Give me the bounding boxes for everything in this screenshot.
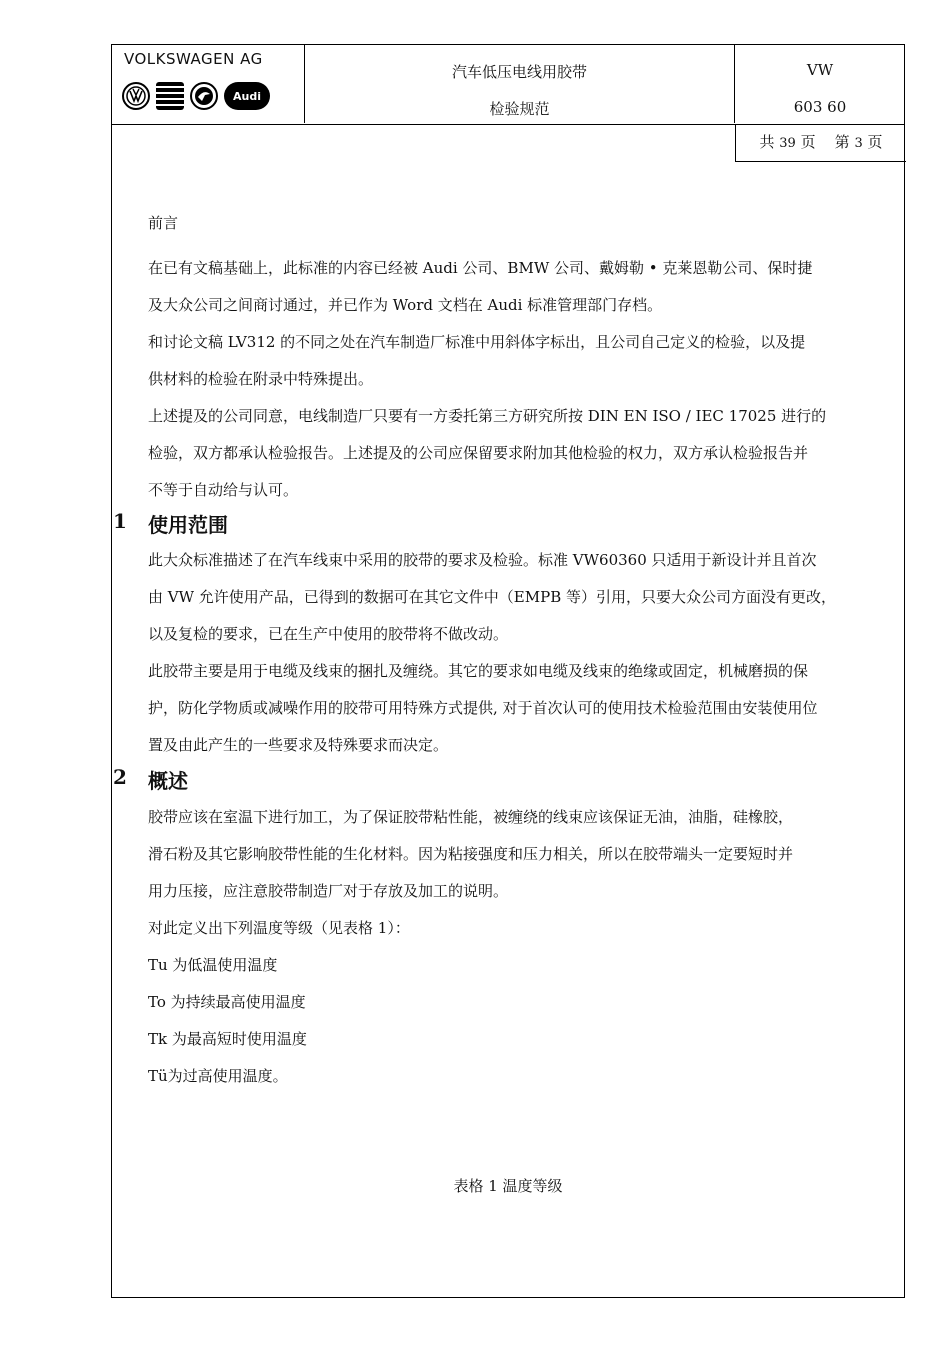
foreword-line: 检验，双方都承认检验报告。上述提及的公司应保留要求附加其他检验的权力，双方承认检验报告并 (148, 444, 809, 462)
document-title: 汽车低压电线用胶带 (451, 63, 587, 81)
section-2-line: Tü为过高使用温度。 (148, 1067, 288, 1085)
current-label: 第 (834, 133, 850, 151)
foreword-title: 前言 (148, 214, 179, 232)
section-1-line: 以及复检的要求，已在生产中使用的胶带将不做改动。 (148, 625, 509, 643)
skoda-logo-icon (190, 82, 218, 110)
section-2-line: 滑石粉及其它影响胶带性能的生化材料。因为粘接强度和压力相关，所以在胶带端头一定要短时并 (148, 845, 794, 863)
section-1-line: 护，防化学物质或减噪作用的胶带可用特殊方式提供, 对于首次认可的使用技术检验范围由安装使用位 (148, 699, 818, 717)
section-2-line: Tk 为最高短时使用温度 (148, 1030, 307, 1048)
page-unit-2: 页 (867, 133, 883, 151)
foreword-line: 不等于自动给与认可。 (148, 481, 299, 499)
document-header (112, 45, 904, 125)
company-name: VOLKSWAGEN AG (124, 50, 263, 68)
document-page (111, 44, 905, 1298)
section-1-line: 此胶带主要是用于电缆及线束的捆扎及缠绕。其它的要求如电缆及线束的绝缘或固定，机械磨损的保 (148, 662, 809, 680)
section-2-heading (113, 765, 188, 794)
section-title: 概述 (148, 769, 188, 793)
section-1-heading (113, 509, 228, 538)
document-subtitle: 检验规范 (489, 100, 550, 118)
document-body (148, 205, 900, 509)
section-2-line: 胶带应该在室温下进行加工，为了保证胶带粘性能，被缠绕的线束应该保证无油，油脂，硅橡胶， (148, 808, 794, 826)
section-1-line: 由 VW 允许使用产品，已得到的数据可在其它文件中（EMPB 等）引用，只要大众公司方面没有更改， (148, 588, 836, 606)
section-title: 使用范围 (148, 513, 228, 537)
foreword-line: 上述提及的公司同意，电线制造厂只要有一方委托第三方研究所按 DIN EN ISO / IEC 17025 进行的 (148, 407, 827, 425)
section-2-line: Tu 为低温使用温度 (148, 956, 278, 974)
current-page: 3 (854, 136, 863, 151)
brand-logos (122, 82, 270, 110)
document-title-cell (305, 45, 735, 123)
foreword-line: 和讨论文稿 LV312 的不同之处在汽车制造厂标准中用斜体字标出，且公司自己定义的检验，以及提 (148, 333, 806, 351)
standard-prefix: VW (806, 61, 834, 79)
foreword-line: 供材料的检验在附录中特殊提出。 (148, 370, 374, 388)
section-2-line: To 为持续最高使用温度 (148, 993, 306, 1011)
table-caption: 表格 1 温度等级 (453, 1177, 563, 1195)
company-cell (112, 45, 305, 123)
section-2-line: 对此定义出下列温度等级（见表格 1）： (148, 919, 410, 937)
foreword-line: 在已有文稿基础上，此标准的内容已经被 Audi 公司、BMW 公司、戴姆勒 • 克莱恩勒公司、保时捷 (148, 259, 813, 277)
audi-logo-icon: Audi (224, 82, 270, 110)
standard-code-cell (735, 45, 905, 123)
page-unit: 页 (800, 133, 816, 151)
standard-number: 603 60 (793, 98, 847, 116)
section-number: 1 (113, 509, 127, 533)
vw-logo-icon (122, 82, 150, 110)
section-1-body (148, 542, 900, 764)
foreword-line: 及大众公司之间商讨通过，并已作为 Word 文档在 Audi 标准管理部门存档。 (148, 296, 663, 314)
section-1-line: 此大众标准描述了在汽车线束中采用的胶带的要求及检验。标准 VW60360 只适用于新设计并且首次 (148, 551, 817, 569)
section-2-body (148, 799, 900, 1095)
section-2-line: 用力压接，应注意胶带制造厂对于存放及加工的说明。 (148, 882, 509, 900)
page-counter (735, 125, 906, 162)
total-label: 共 (759, 133, 775, 151)
section-number: 2 (113, 765, 127, 789)
section-1-line: 置及由此产生的一些要求及特殊要求而决定。 (148, 736, 449, 754)
seat-logo-icon (156, 82, 184, 110)
total-pages: 39 (779, 136, 796, 151)
